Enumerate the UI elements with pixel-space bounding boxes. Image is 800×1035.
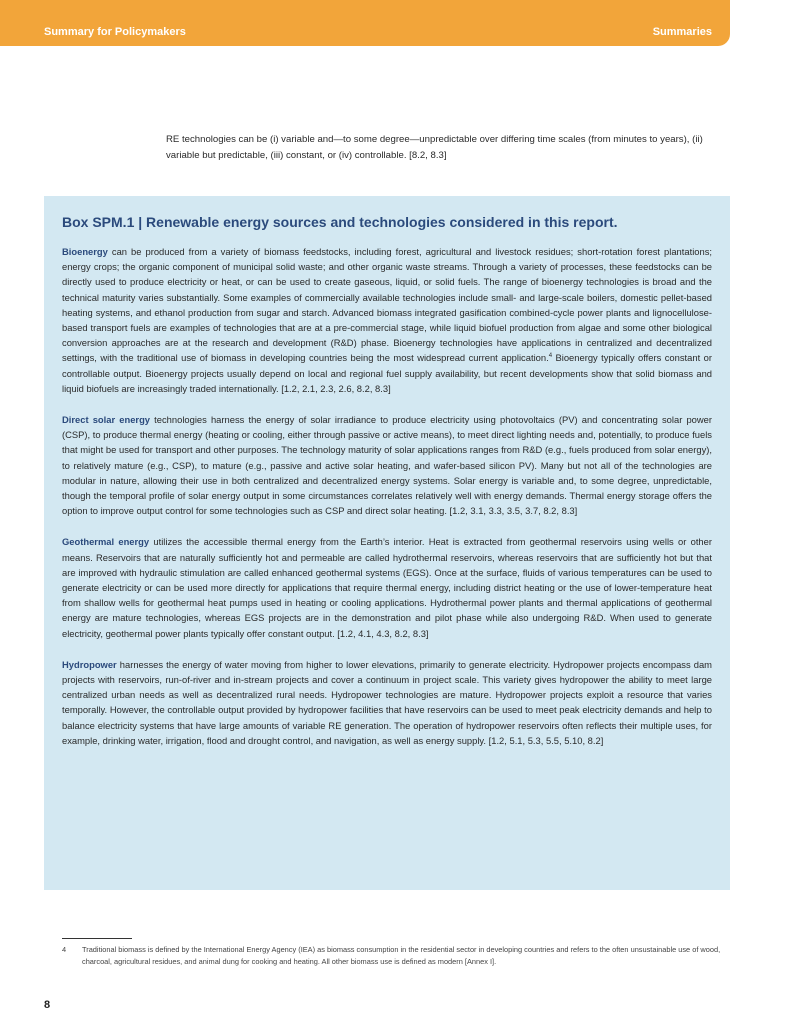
footnote	[62, 944, 732, 968]
intro-paragraph: RE technologies can be (i) variable and—to some degree—unpredictable over differing time scales (from minutes to years), (ii) variable but predictable, (iii) constant, or (iv) controllable. [8.2, 8.3]	[166, 134, 703, 161]
header-chapter-title: Summaries	[652, 26, 712, 38]
hydropower-text: harnesses the energy of water moving from higher to lower elevations, primarily to generate electricity. Hydropower projects encompass dam projects with reservoirs, run-of-river and in-stream projects and cover a continuum in project scale. This variety gives hydropower the ability to meet large centralized urban needs as well as decentralized rural needs. Hydropower technologies are mature. Hydropower projects exploit a resource that varies temporally. However, the controllable output provided by hydropower facilities that have reservoirs can be used to meet peak electricity demands and help to balance electricity systems that have large amounts of variable RE generation. The operation of hydropower reservoirs often reflects their multiple uses, for example, drinking water, irrigation, flood and drought control, and navigation, as well as energy supply. [1.2, 5.1, 5.3, 5.5, 5.10, 8.2]	[62, 658, 712, 746]
solar-text: technologies harness the energy of solar irradiance to produce electricity using photovoltaics (PV) and concentrating solar power (CSP), to produce thermal energy (heating or cooling, either through passive or active means), to meet direct lighting needs and, potentially, to produce fuels that might be used for transport and other purposes. The technology maturity of solar applications ranges from R&D (e.g., fuels produced from solar energy), to relatively mature (e.g., CSP), to mature (e.g., passive and active solar heating, and wafer-based silicon PV). Many but not all of the technologies are modular in nature, allowing their use in both centralized and decentralized energy systems. Solar energy is variable and, to some degree, unpredictable, though the temporal profile of solar energy output in some circumstances correlates relatively well with energy demands. Thermal energy storage offers the option to improve output control for some technologies such as CSP and direct solar heating. [1.2, 3.1, 3.3, 3.5, 3.7, 8.2, 8.3]	[62, 414, 712, 517]
page-number: 8	[44, 999, 51, 1011]
header-bar	[0, 0, 730, 46]
hydropower-paragraph	[62, 657, 712, 748]
footnote-divider	[62, 938, 132, 939]
bioenergy-text: can be produced from a variety of biomass feedstocks, including forest, agricultural and livestock residues; short-rotation forest plantations; energy crops; the organic component of municipal solid waste; and other organic waste streams. Through a variety of processes, these feedstocks can be directly used to produce electricity or heat, or can be used to create gaseous, liquid, or solid fuels. The range of bioenergy technologies is broad and the technical maturity varies substantially. Some examples of commercially available technologies include small- and large-scale boilers, domestic pellet-based heating systems, and ethanol production from sugar and starch. Advanced biomass integrated gasification combined-cycle power plants and lignocellulose-based transport fuels are examples of technologies that are at a pre-commercial stage, while liquid biofuel production from algae and some other biological conversion approaches are at the research and development (R&D) phase. Bioenergy technologies have applications in centralized and decentralized settings, with the traditional use of biomass in developing countries being the most widespread current application.	[62, 246, 712, 364]
solar-term: Direct solar energy	[62, 414, 151, 426]
box-title: Box SPM.1 | Renewable energy sources and technologies considered in this report.	[62, 214, 618, 230]
footnote-number: 4	[62, 945, 67, 954]
header-section-title: Summary for Policymakers	[44, 26, 186, 38]
geothermal-paragraph	[62, 534, 712, 640]
bioenergy-text-continued: Bioenergy typically offers constant or controllable output. Bioenergy projects usually depend on local and regional fuel supply availability, but recent developments show that solid biomass and liquid biofuels are increasingly traded internationally. [1.2, 2.1, 2.3, 2.6, 8.2, 8.3]	[62, 352, 712, 394]
solar-paragraph	[62, 412, 712, 518]
bioenergy-term: Bioenergy	[62, 246, 108, 257]
bioenergy-paragraph	[62, 244, 712, 396]
hydropower-term: Hydropower	[62, 658, 117, 670]
box-spm1	[44, 196, 730, 890]
footnote-text: Traditional biomass is defined by the International Energy Agency (IEA) as biomass consumption in the residential sector in developing countries and refers to the often unsustainable use of wood, charcoal, agricultural residues, and animal dung for cooking and heating. All other biomass use is defined as modern [Annex I].	[82, 945, 721, 966]
geothermal-text: utilizes the accessible thermal energy from the Earth’s interior. Heat is extracted from geothermal reservoirs using wells or other means. Reservoirs that are naturally sufficiently hot and permeable are called hydrothermal reservoirs, whereas reservoirs that are sufficiently hot but that are improved with hydraulic stimulation are called enhanced geothermal systems (EGS). Once at the surface, fluids of various temperatures can be used to generate electricity or can be used more directly for applications that require thermal energy, including district heating or the use of lower-temperature heat from shallow wells for geothermal heat pumps used in heating or cooling applications. Hydrothermal power plants and thermal applications of geothermal energy are mature technologies, whereas EGS projects are in the demonstration and pilot phase while also undergoing R&D. When used to generate electricity, geothermal power plants typically offer constant output. [1.2, 4.1, 4.3, 8.2, 8.3]	[62, 536, 712, 639]
geothermal-term: Geothermal energy	[62, 536, 150, 548]
footnote-reference[interactable]: 4	[548, 353, 553, 360]
